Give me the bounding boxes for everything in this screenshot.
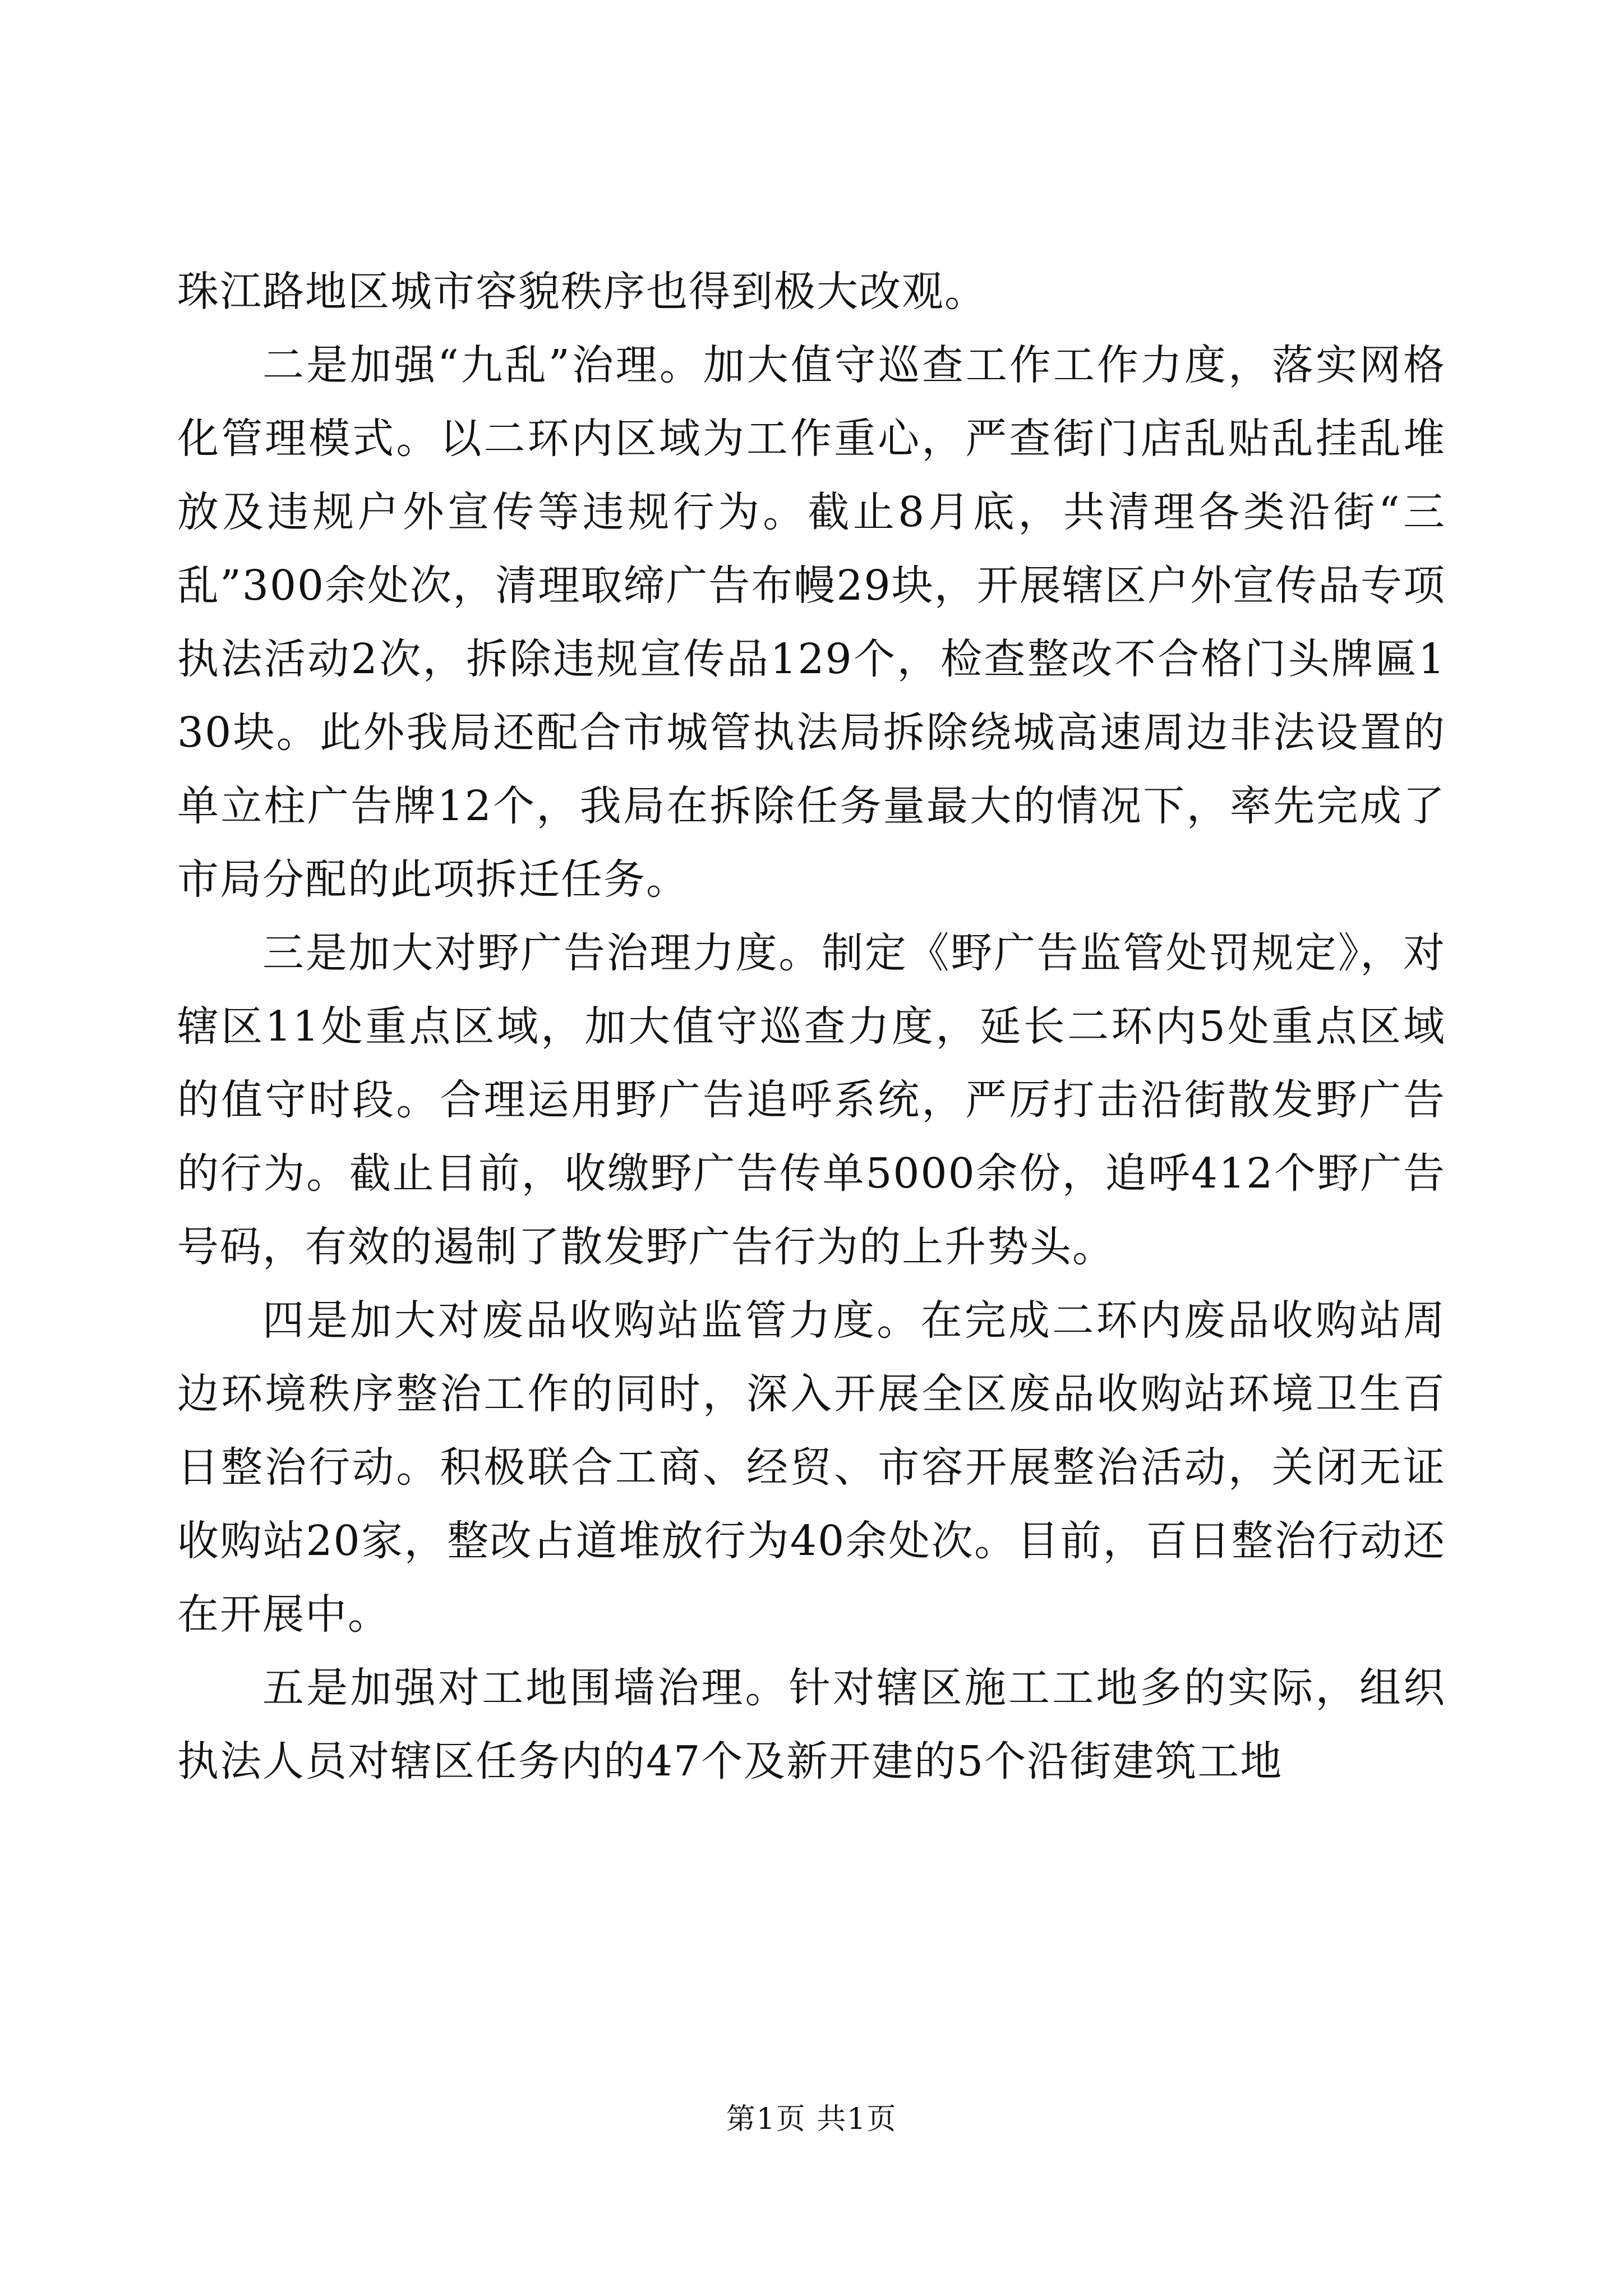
document-body (177, 255, 1446, 1798)
paragraph-5: 五是加强对工地围墙治理。针对辖区施工工地多的实际，组织执法人员对辖区任务内的47个及新开建的5个沿街建筑工地 (177, 1664, 1446, 1786)
paragraph-4: 四是加大对废品收购站监管力度。在完成二环内废品收购站周边环境秩序整治工作的同时，深入开展全区废品收购站环境卫生百日整治行动。积极联合工商、经贸、市容开展整治活动，关闭无证收购站20家，整改占道堆放行为40余处次。目前，百日整治行动还在开展中。 (177, 1296, 1446, 1639)
page-footer: 第1页 共1页 (726, 2102, 897, 2136)
paragraph-1: 珠江路地区城市容貌秩序也得到极大改观。 (177, 268, 987, 316)
paragraph-3: 三是加大对野广告治理力度。制定《野广告监管处罚规定》，对辖区11处重点区域，加大值守巡查力度，延长二环内5处重点区域的值守时段。合理运用野广告追呼系统，严厉打击沿街散发野广告的行为。截止目前，收缴野广告传单5000余份，追呼412个野广告号码，有效的遏制了散发野广告行为的上升势头。 (177, 929, 1446, 1271)
paragraph-2: 二是加强“九乱”治理。加大值守巡查工作工作力度，落实网格化管理模式。以二环内区域为工作重心，严查街门店乱贴乱挂乱堆放及违规户外宣传等违规行为。截止8月底，共清理各类沿街“三乱”300余处次，清理取缔广告布幔29块，开展辖区户外宣传品专项执法活动2次，拆除违规宣传品129个，检查整改不合格门头牌匾130块。此外我局还配合市城管执法局拆除绕城高速周边非法设置的单立柱广告牌12个，我局在拆除任务量最大的情况下，率先完成了市局分配的此项拆迁任务。 (177, 341, 1446, 904)
